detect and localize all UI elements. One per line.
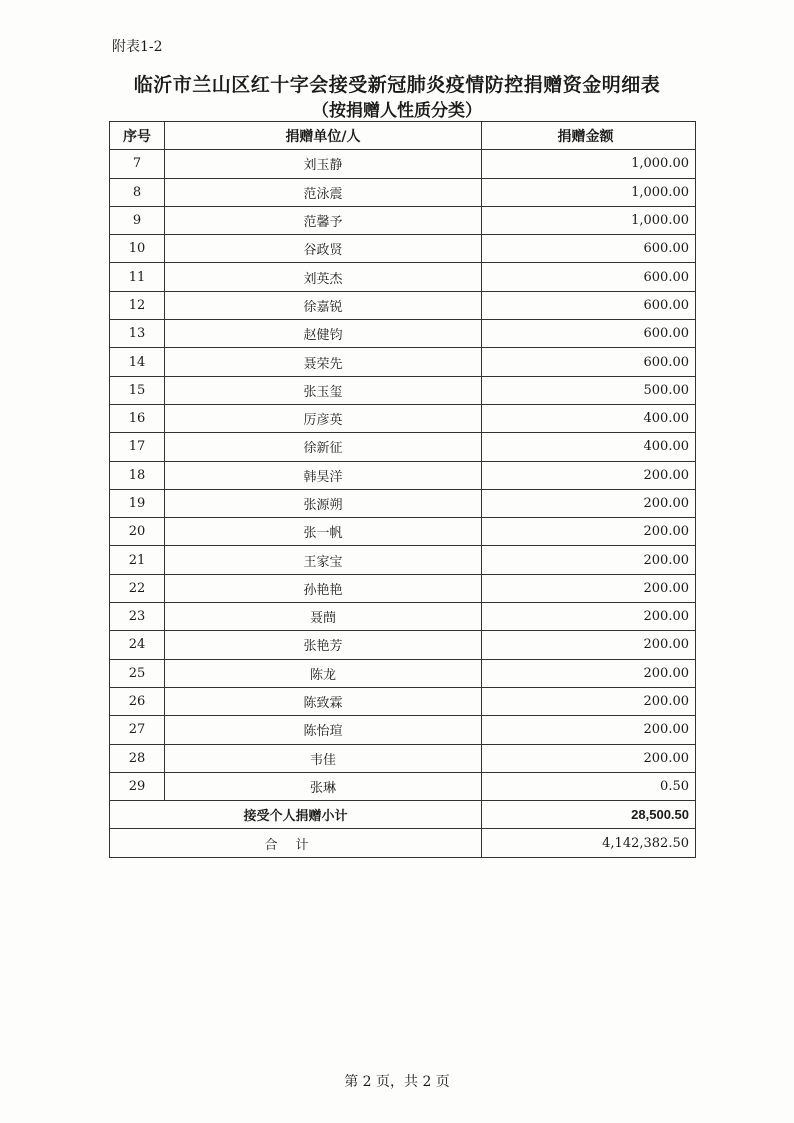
row-number: 11 xyxy=(110,263,165,291)
row-number: 21 xyxy=(110,546,165,574)
row-donor: 陈怡瑄 xyxy=(165,716,482,744)
row-donor: 厉彦英 xyxy=(165,404,482,432)
row-donor: 聂蔄 xyxy=(165,603,482,631)
row-number: 19 xyxy=(110,489,165,517)
row-donor: 孙艳艳 xyxy=(165,574,482,602)
table-row xyxy=(110,320,696,348)
row-donor: 陈龙 xyxy=(165,659,482,687)
row-donor: 张琳 xyxy=(165,772,482,800)
row-donor: 范泳震 xyxy=(165,178,482,206)
table-header-row xyxy=(110,122,696,150)
row-number: 20 xyxy=(110,518,165,546)
row-number: 28 xyxy=(110,744,165,772)
row-donor: 谷政贤 xyxy=(165,235,482,263)
row-amount: 200.00 xyxy=(482,546,696,574)
row-number: 10 xyxy=(110,235,165,263)
table-row xyxy=(110,772,696,800)
table-row xyxy=(110,716,696,744)
row-amount: 200.00 xyxy=(482,603,696,631)
table-row xyxy=(110,404,696,432)
total-amount: 4,142,382.50 xyxy=(482,829,696,857)
row-amount: 1,000.00 xyxy=(482,178,696,206)
attachment-label: 附表1-2 xyxy=(112,39,163,55)
table-row xyxy=(110,687,696,715)
row-amount: 200.00 xyxy=(482,574,696,602)
row-donor: 张源朔 xyxy=(165,489,482,517)
table-row xyxy=(110,291,696,319)
row-amount: 200.00 xyxy=(482,489,696,517)
subtotal-label: 接受个人捐赠小计 xyxy=(110,801,482,829)
table-row xyxy=(110,235,696,263)
row-number: 15 xyxy=(110,376,165,404)
row-amount: 200.00 xyxy=(482,518,696,546)
row-donor: 韦佳 xyxy=(165,744,482,772)
row-number: 27 xyxy=(110,716,165,744)
subtotal-amount: 28,500.50 xyxy=(482,801,696,829)
table-body xyxy=(110,150,696,801)
header-donor: 捐赠单位/人 xyxy=(165,122,482,150)
table-row xyxy=(110,206,696,234)
table-row xyxy=(110,518,696,546)
page-subtitle: （按捐赠人性质分类） xyxy=(312,101,482,121)
row-amount: 600.00 xyxy=(482,320,696,348)
row-number: 13 xyxy=(110,320,165,348)
row-number: 9 xyxy=(110,206,165,234)
table-row xyxy=(110,659,696,687)
row-amount: 200.00 xyxy=(482,687,696,715)
row-amount: 0.50 xyxy=(482,772,696,800)
row-amount: 1,000.00 xyxy=(482,150,696,178)
row-number: 8 xyxy=(110,178,165,206)
table-row xyxy=(110,348,696,376)
row-donor: 聂荣先 xyxy=(165,348,482,376)
row-amount: 200.00 xyxy=(482,716,696,744)
row-donor: 赵健钧 xyxy=(165,320,482,348)
row-amount: 200.00 xyxy=(482,659,696,687)
row-amount: 400.00 xyxy=(482,433,696,461)
row-amount: 600.00 xyxy=(482,263,696,291)
row-donor: 张一帆 xyxy=(165,518,482,546)
table-row xyxy=(110,433,696,461)
row-number: 14 xyxy=(110,348,165,376)
header-amount: 捐赠金额 xyxy=(482,122,696,150)
row-number: 29 xyxy=(110,772,165,800)
row-amount: 400.00 xyxy=(482,404,696,432)
table-row xyxy=(110,489,696,517)
row-number: 22 xyxy=(110,574,165,602)
row-donor: 范馨予 xyxy=(165,206,482,234)
total-label: 合计 xyxy=(110,829,482,857)
table-row xyxy=(110,263,696,291)
row-number: 25 xyxy=(110,659,165,687)
table-row xyxy=(110,178,696,206)
row-amount: 200.00 xyxy=(482,744,696,772)
total-row xyxy=(110,829,696,857)
row-amount: 1,000.00 xyxy=(482,206,696,234)
table-row xyxy=(110,150,696,178)
table-row xyxy=(110,461,696,489)
table-row xyxy=(110,546,696,574)
row-number: 18 xyxy=(110,461,165,489)
row-amount: 200.00 xyxy=(482,461,696,489)
row-amount: 600.00 xyxy=(482,235,696,263)
header-no: 序号 xyxy=(110,122,165,150)
subtotal-row xyxy=(110,801,696,829)
row-donor: 王家宝 xyxy=(165,546,482,574)
page-footer: 第 2 页，共 2 页 xyxy=(344,1074,450,1090)
table-row xyxy=(110,631,696,659)
row-donor: 陈致霖 xyxy=(165,687,482,715)
row-number: 23 xyxy=(110,603,165,631)
row-amount: 600.00 xyxy=(482,348,696,376)
row-number: 26 xyxy=(110,687,165,715)
row-donor: 韩昊洋 xyxy=(165,461,482,489)
row-donor: 刘英杰 xyxy=(165,263,482,291)
row-number: 12 xyxy=(110,291,165,319)
row-donor: 张玉玺 xyxy=(165,376,482,404)
row-number: 7 xyxy=(110,150,165,178)
row-donor: 刘玉静 xyxy=(165,150,482,178)
table-row xyxy=(110,376,696,404)
table-row xyxy=(110,574,696,602)
page-title: 临沂市兰山区红十字会接受新冠肺炎疫情防控捐赠资金明细表 xyxy=(133,74,661,96)
row-donor: 张艳芳 xyxy=(165,631,482,659)
row-number: 24 xyxy=(110,631,165,659)
row-donor: 徐嘉锐 xyxy=(165,291,482,319)
table-row xyxy=(110,603,696,631)
table-row xyxy=(110,744,696,772)
row-number: 16 xyxy=(110,404,165,432)
donation-table xyxy=(109,121,696,858)
row-amount: 600.00 xyxy=(482,291,696,319)
row-amount: 200.00 xyxy=(482,631,696,659)
row-amount: 500.00 xyxy=(482,376,696,404)
row-number: 17 xyxy=(110,433,165,461)
row-donor: 徐新征 xyxy=(165,433,482,461)
